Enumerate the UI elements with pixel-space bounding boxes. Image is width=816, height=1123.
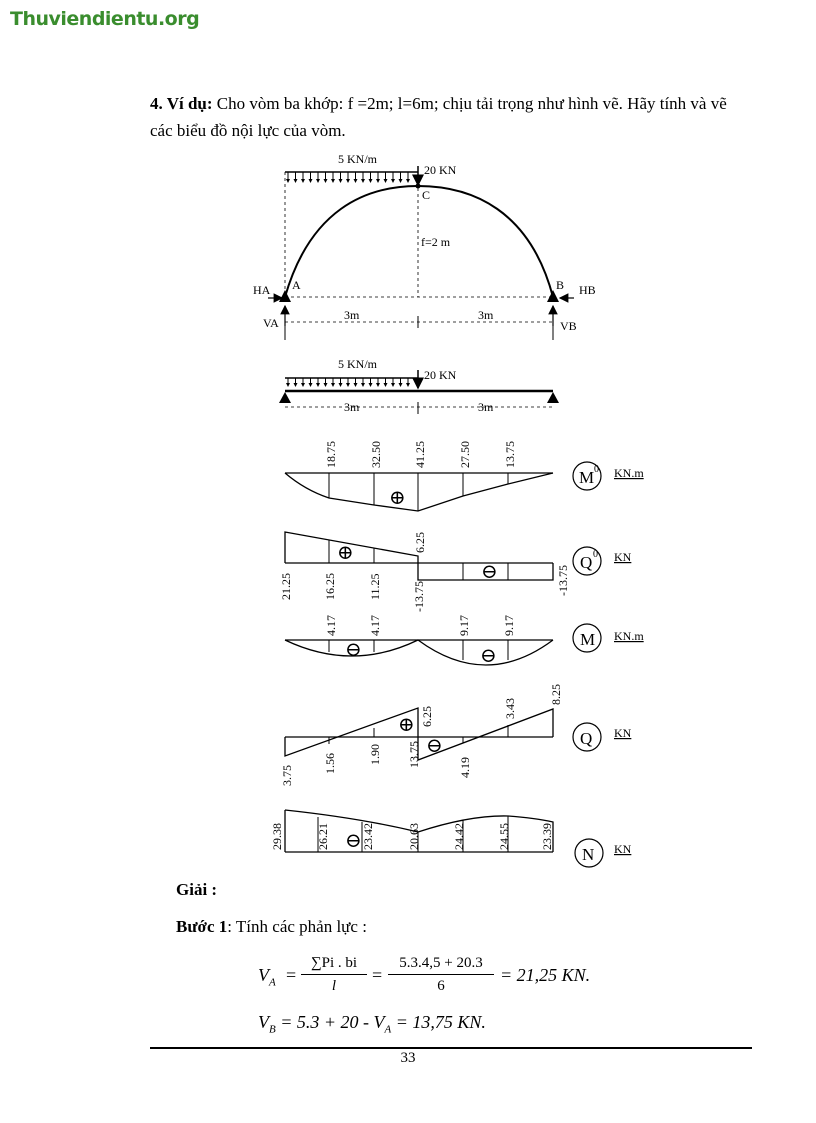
step-1-text: : Tính các phản lực : bbox=[227, 917, 367, 936]
q0-bottom-value: 11.25 bbox=[368, 573, 382, 600]
hinge-c bbox=[416, 184, 421, 189]
arch-point-load-label: 20 KN bbox=[424, 163, 457, 177]
q0-unit: KN bbox=[614, 550, 632, 564]
load-arrow-head bbox=[301, 383, 305, 387]
q-bottom-value: 13.75 bbox=[407, 741, 421, 768]
load-arrow-head bbox=[294, 383, 298, 387]
beam-load-q: 5 KN/m bbox=[338, 357, 377, 371]
m0-value: 13.75 bbox=[503, 441, 517, 468]
q0-sign-positive: ⊕ bbox=[337, 542, 354, 564]
footer-rule bbox=[150, 1047, 752, 1049]
eq1-equals: = bbox=[286, 965, 297, 985]
q0-label: Q bbox=[580, 553, 593, 572]
load-arrow-head bbox=[369, 383, 373, 387]
m0-value: 18.75 bbox=[324, 441, 338, 468]
m0-diagram bbox=[285, 441, 644, 511]
load-arrow-head bbox=[309, 179, 313, 183]
n-value: 24.55 bbox=[497, 823, 511, 850]
n-label: N bbox=[582, 845, 595, 864]
load-arrow-head bbox=[346, 383, 350, 387]
beam-support-b bbox=[547, 392, 559, 403]
load-arrow-head bbox=[384, 179, 388, 183]
beam-diagram bbox=[279, 357, 559, 414]
n-sign: ⊖ bbox=[345, 830, 362, 852]
load-arrow-head bbox=[309, 383, 313, 387]
q-diagram bbox=[280, 684, 632, 786]
label-b: B bbox=[556, 278, 565, 292]
q0-bottom-value: -13.75 bbox=[556, 565, 570, 596]
q0-bottom-value: 21.25 bbox=[279, 573, 293, 600]
n-value: 24.42 bbox=[452, 823, 466, 850]
n-value: 26.21 bbox=[316, 823, 330, 850]
m0-value: 27.50 bbox=[458, 441, 472, 468]
load-arrow-head bbox=[406, 179, 410, 183]
q-top-value: 8.25 bbox=[549, 684, 563, 705]
m-value: 4.17 bbox=[324, 615, 338, 636]
beam-support-a bbox=[279, 392, 291, 403]
label-hb: HB bbox=[579, 283, 596, 297]
m-sign-right: ⊖ bbox=[480, 645, 497, 667]
n-unit: KN bbox=[614, 842, 632, 856]
label-f: f=2 m bbox=[421, 235, 451, 249]
equation-vb: $V_B = 5.3 + 20 - V_A = 13,75$ KN. bbox=[258, 1012, 486, 1036]
n-value: 23.42 bbox=[361, 823, 375, 850]
m-label: M bbox=[580, 630, 596, 649]
m-value: 9.17 bbox=[457, 615, 471, 636]
m-value: 9.17 bbox=[502, 615, 516, 636]
q0-sign-negative: ⊖ bbox=[481, 561, 498, 583]
load-arrow-head bbox=[384, 383, 388, 387]
m0-label: M bbox=[579, 468, 595, 487]
load-arrow-head bbox=[324, 383, 328, 387]
load-arrow-head bbox=[286, 383, 290, 387]
m0-value: 41.25 bbox=[413, 441, 427, 468]
example-text: Cho vòm ba khớp: f =2m; l=6m; chịu tải trọng như hình vẽ. Hãy tính và vẽ các biểu đồ nội lực của vòm. bbox=[150, 94, 727, 140]
load-arrow-head bbox=[354, 383, 358, 387]
solution-heading: Giải : bbox=[176, 880, 218, 899]
label-vb: VB bbox=[560, 319, 577, 333]
n-value: 20.63 bbox=[407, 823, 421, 850]
q0-label-sup: 0 bbox=[593, 549, 598, 560]
load-arrow-head bbox=[406, 383, 410, 387]
m0-unit: KN.m bbox=[614, 466, 644, 480]
load-arrow-head bbox=[361, 383, 365, 387]
q-bottom-value: 1.56 bbox=[323, 753, 337, 774]
load-arrow-head bbox=[331, 179, 335, 183]
q-top-value: 6.25 bbox=[420, 706, 434, 727]
load-arrow-head bbox=[339, 179, 343, 183]
m-unit: KN.m bbox=[614, 629, 644, 643]
q-bottom-value: 3.75 bbox=[280, 765, 294, 786]
load-arrow-head bbox=[399, 179, 403, 183]
load-arrow-head bbox=[294, 179, 298, 183]
q0-bottom-value: -13.75 bbox=[412, 581, 426, 612]
support-a bbox=[279, 290, 291, 302]
eq1-result: = 21,25 KN. bbox=[500, 965, 591, 985]
load-arrow-head bbox=[301, 179, 305, 183]
load-arrow-head bbox=[391, 179, 395, 183]
load-arrow-head bbox=[361, 179, 365, 183]
label-va: VA bbox=[263, 316, 279, 330]
eq1-equals-2: = bbox=[372, 965, 383, 985]
m-sign-left: ⊖ bbox=[345, 639, 362, 661]
m-value: 4.17 bbox=[368, 615, 382, 636]
load-arrow-head bbox=[286, 179, 290, 183]
load-arrow-head bbox=[376, 179, 380, 183]
page-number: 33 bbox=[400, 1050, 416, 1066]
q-sign-positive: ⊕ bbox=[398, 714, 415, 736]
load-arrow-head bbox=[391, 383, 395, 387]
arch-curve bbox=[285, 186, 553, 297]
n-value: 23.39 bbox=[540, 823, 554, 850]
load-arrow-head bbox=[339, 383, 343, 387]
example-heading: 4. Ví dụ: bbox=[150, 94, 213, 113]
arch-span-right: 3m bbox=[478, 308, 494, 322]
arch-diagram bbox=[253, 152, 596, 340]
n-diagram bbox=[270, 810, 632, 867]
svg-text:5 KN/m: 5 KN/m bbox=[338, 152, 377, 166]
q0-diagram bbox=[279, 532, 632, 612]
beam-span-left: 3m bbox=[344, 400, 360, 414]
load-arrow-head bbox=[369, 179, 373, 183]
beam-span-right: 3m bbox=[478, 400, 494, 414]
beam-point-load-label: 20 KN bbox=[424, 368, 457, 382]
m0-value: 32.50 bbox=[369, 441, 383, 468]
label-ha: HA bbox=[253, 283, 271, 297]
q-unit: KN bbox=[614, 726, 632, 740]
q-bottom-value: 1.90 bbox=[368, 744, 382, 765]
load-arrow-head bbox=[354, 179, 358, 183]
q-sign-negative: ⊖ bbox=[426, 735, 443, 757]
load-arrow-head bbox=[316, 383, 320, 387]
load-arrow-head bbox=[399, 383, 403, 387]
step-1-label: Bước 1 bbox=[176, 917, 228, 936]
q-label: Q bbox=[580, 729, 593, 748]
load-arrow-head bbox=[376, 383, 380, 387]
step-1 bbox=[176, 917, 367, 937]
n-value: 29.38 bbox=[270, 823, 284, 850]
eq1-fraction-1: ∑Pi . bi l bbox=[301, 955, 367, 995]
q0-top-value: 6.25 bbox=[413, 532, 427, 553]
q-bottom-value: 4.19 bbox=[458, 757, 472, 778]
m0-sign: ⊕ bbox=[389, 487, 406, 509]
load-arrow-head bbox=[324, 179, 328, 183]
eq1-lhs: $V_A$ bbox=[258, 965, 276, 989]
eq1-fraction-2: 5.3.4,5 + 20.3 6 bbox=[388, 955, 494, 995]
q0-bottom-value: 16.25 bbox=[323, 573, 337, 600]
label-c: C bbox=[422, 188, 431, 202]
site-logo: Thuviendientu.org bbox=[10, 8, 200, 30]
m0-label-sup: 0 bbox=[594, 464, 599, 475]
load-arrow-head bbox=[316, 179, 320, 183]
load-arrow-head bbox=[331, 383, 335, 387]
q-top-value: 3.43 bbox=[503, 698, 517, 719]
m-diagram bbox=[285, 615, 644, 667]
label-a: A bbox=[292, 278, 301, 292]
arch-distributed-load bbox=[285, 152, 418, 183]
arch-span-left: 3m bbox=[344, 308, 360, 322]
load-arrow-head bbox=[346, 179, 350, 183]
